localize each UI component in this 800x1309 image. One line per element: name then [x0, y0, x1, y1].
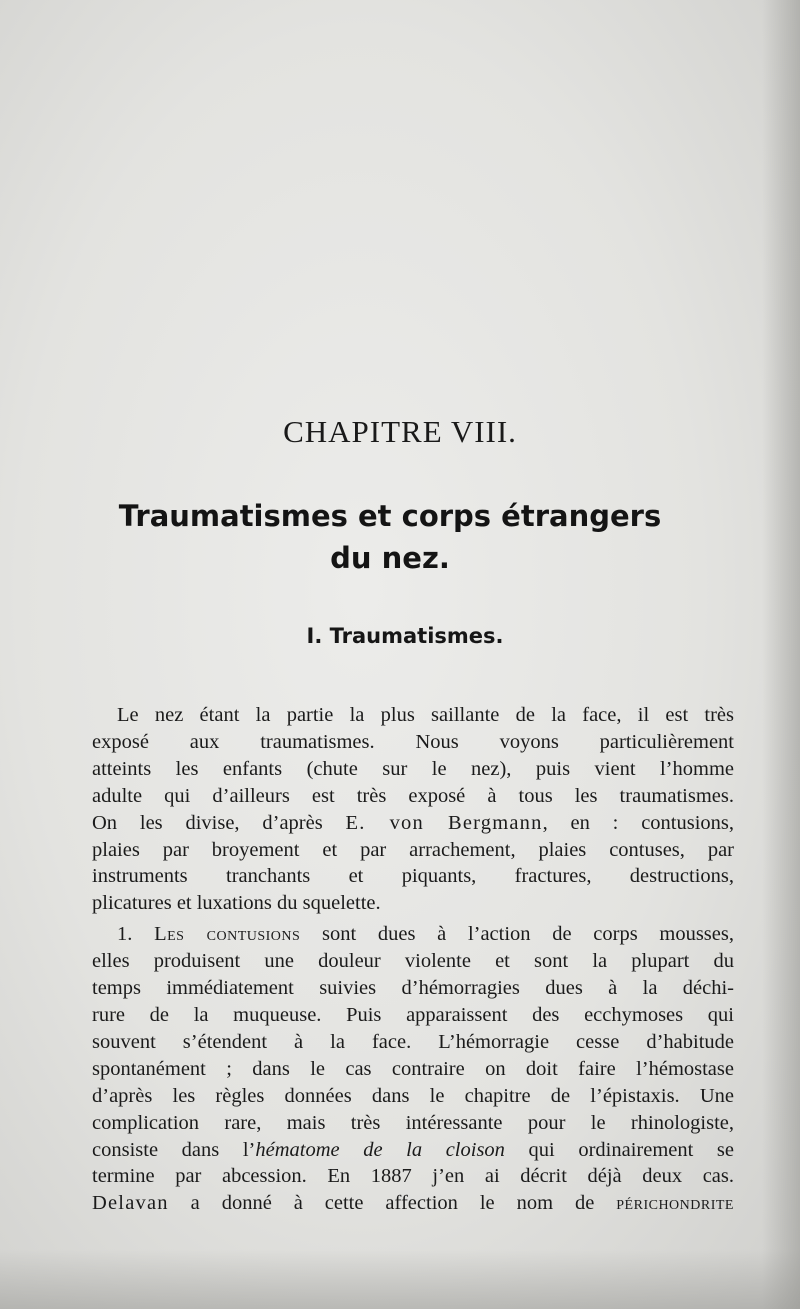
text-line: elles produisent une douleur violente et sont la plupart du — [92, 950, 734, 973]
text-line: plicatures et luxations du squelette. — [92, 892, 381, 915]
chapter-title — [60, 495, 720, 579]
author-name: Delavan — [92, 1192, 169, 1215]
text-line — [92, 1137, 734, 1164]
term-perichondrite: périchondrite — [616, 1192, 734, 1215]
text-line: termine par abcession. En 1887 j’en ai décrit déjà deux cas. — [92, 1165, 734, 1188]
term-contusions: Les contusions — [154, 923, 301, 946]
page-edge-shadow — [762, 0, 800, 1309]
author-name: E. von Bergmann — [345, 811, 543, 834]
chapter-heading: CHAPITRE VIII. — [283, 414, 517, 449]
text-line: temps immédiatement suivies d’hémorragies dues à la déchi- — [92, 977, 734, 1000]
text-line: spontanément ; dans le cas contraire on doit faire l’hémostase — [92, 1057, 734, 1080]
paragraph-2 — [92, 921, 734, 1217]
text-line: atteints les enfants (chute sur le nez), puis vient l’homme — [92, 757, 734, 780]
text-line: Le nez étant la partie la plus saillante de la face, il est très — [117, 704, 734, 726]
body-text — [92, 702, 734, 1217]
text-line: rure de la muqueuse. Puis apparaissent des ecchymoses qui — [92, 1003, 734, 1026]
text-line: d’après les règles données dans le chapitre de l’épistaxis. Une — [92, 1084, 734, 1107]
text-fragment: consiste dans l’ — [92, 1138, 256, 1161]
text-line — [92, 921, 734, 948]
section-title: I. Traumatismes. — [306, 624, 504, 648]
text-fragment: sont dues à l’action de corps mousses, — [300, 923, 734, 946]
text-line: souvent s’étendent à la face. L’hémorragie cesse d’habitude — [92, 1030, 734, 1053]
text-line: exposé aux traumatismes. Nous voyons particulièrement — [92, 730, 734, 753]
text-fragment: , en : contusions, — [542, 811, 735, 834]
italic-term: hématome de la cloison — [255, 1138, 505, 1161]
text-fragment: On les divise, d’après — [92, 811, 346, 834]
text-line — [92, 1190, 734, 1217]
text-line: adulte qui d’ailleurs est très exposé à tous les traumatismes. — [92, 784, 734, 807]
text-line: complication rare, mais très intéressante pour le rhinologiste, — [92, 1111, 734, 1134]
text-line — [92, 810, 734, 837]
text-line: plaies par broyement et par arrachement, plaies contuses, par — [92, 838, 734, 861]
text-line: instruments tranchants et piquants, fractures, destructions, — [92, 865, 734, 888]
text-fragment: a donné à cette affection le nom de — [168, 1192, 617, 1215]
text-fragment: qui ordinairement se — [504, 1138, 734, 1161]
paragraph-1 — [92, 702, 734, 917]
chapter-title-line-1: Traumatismes et corps étrangers — [118, 499, 662, 533]
chapter-title-line-2: du nez. — [330, 541, 450, 575]
list-number: 1. — [117, 923, 155, 946]
page-bottom-shadow — [0, 1249, 800, 1309]
